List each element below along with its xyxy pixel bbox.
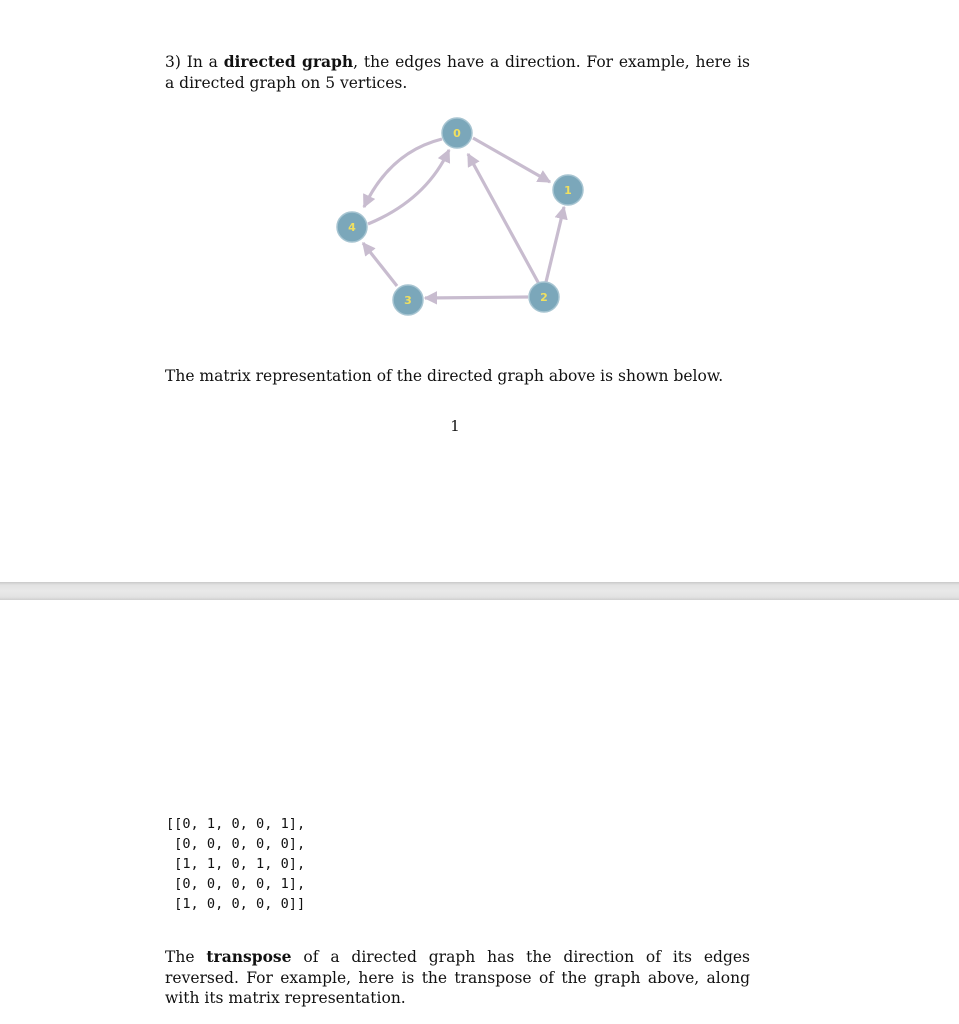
matrix-caption: The matrix representation of the directed graph above is shown below. [165, 367, 724, 385]
graph-node-2 [529, 282, 559, 312]
edge-4-to-0 [368, 150, 449, 224]
edge-0-to-1 [473, 138, 550, 182]
adjacency-matrix [166, 814, 305, 914]
matrix-row: [[0, 1, 0, 0, 1], [166, 816, 306, 832]
svg-text:1: 1 [564, 184, 572, 197]
intro-paragraph [165, 52, 750, 93]
graph-node-4 [337, 212, 367, 242]
graph-node-3 [393, 285, 423, 315]
svg-text:0: 0 [453, 127, 461, 140]
edge-2-to-3 [425, 297, 528, 298]
transpose-paragraph [165, 947, 750, 1009]
graph-node-0 [442, 118, 472, 148]
edge-2-to-0 [468, 154, 539, 284]
transpose-prefix: The [165, 948, 207, 966]
intro-prefix: 3) In a [165, 53, 224, 71]
graph-nodes [337, 118, 583, 315]
svg-text:4: 4 [348, 221, 356, 234]
matrix-row: [1, 1, 0, 1, 0], [166, 856, 306, 872]
transpose-suffix: of a directed graph has the direction of its edges reversed. For example, here is the transpose of the graph above, along with its matrix representation. [165, 948, 751, 1007]
svg-text:2: 2 [540, 291, 548, 304]
matrix-row: [0, 0, 0, 0, 0], [166, 836, 306, 852]
matrix-row: [1, 0, 0, 0, 0]] [166, 896, 306, 912]
svg-text:3: 3 [404, 294, 412, 307]
edge-3-to-4 [363, 243, 397, 286]
matrix-row: [0, 0, 0, 0, 1], [166, 876, 306, 892]
directed-graph-term: directed graph [223, 52, 354, 71]
page-separator [0, 582, 959, 600]
page-number: 1 [450, 417, 460, 435]
transpose-term: transpose [206, 947, 292, 966]
intro-suffix: , the edges have a direction. For example, here is a directed graph on 5 vertices. [165, 53, 750, 92]
edge-0-to-4 [364, 139, 442, 207]
graph-node-1 [553, 175, 583, 205]
graph-edges [363, 138, 564, 298]
directed-graph-figure [330, 110, 590, 320]
edge-2-to-1 [546, 207, 564, 282]
